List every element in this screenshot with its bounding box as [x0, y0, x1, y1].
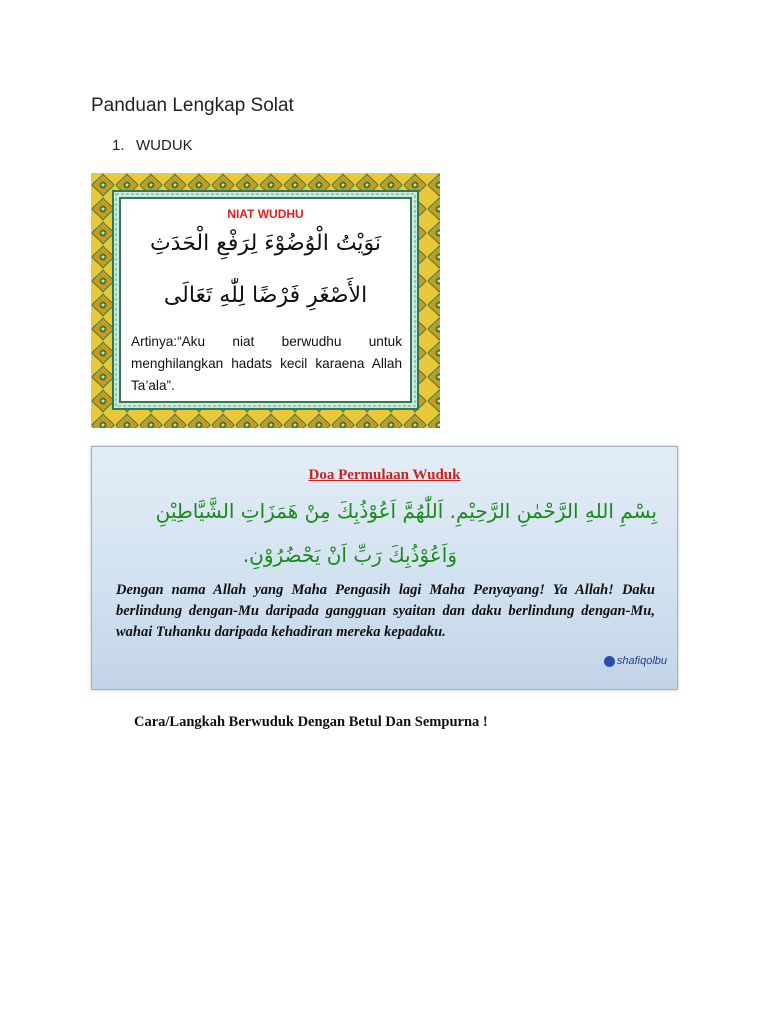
doa-permulaan-wuduk-image [91, 446, 678, 690]
niat-arabic-line-1: نَوَيْتُ الْوُضُوْءَ لِرَفْعِ الْحَدَثِ [149, 231, 382, 256]
brand-name: shafiqolbu [616, 655, 667, 667]
doa-heading [92, 467, 677, 484]
doa-arabic-line-2: وَاَعُوْذُبِكَ رَبِّ اَنْ يَحْضُرُوْنِ. [242, 543, 457, 567]
niat-arabic-line-2: الأَصْغَرِ فَرْضًا لِلّٰهِ تَعَالَى [163, 283, 368, 308]
brand-logo-icon [604, 656, 615, 667]
doa-arabic-line-1: بِسْمِ اللهِ الرَّحْمٰنِ الرَّحِيْمِ. اَللّٰهُمَّ اَعُوْذُبِكَ مِنْ هَمَزَاتِ الشَّيَّاطِيْنِ [155, 499, 657, 523]
list-label: WUDUK [136, 137, 193, 154]
page-title: Panduan Lengkap Solat [91, 95, 294, 116]
doa-heading-text: Doa Permulaan Wuduk [308, 467, 461, 483]
brand-watermark [604, 655, 667, 667]
niat-wudhu-image [91, 173, 440, 428]
section-caption: Cara/Langkah Berwuduk Dengan Betul Dan Sempurna ! [134, 714, 488, 730]
niat-translation: Artinya:“Aku niat berwudhu untuk menghilangkan hadats kecil karaena Allah Ta’ala”. [131, 334, 402, 393]
list-item-wuduk [112, 137, 193, 154]
niat-panel [119, 197, 412, 403]
niat-heading: NIAT WUDHU [227, 207, 304, 221]
list-number: 1. [112, 137, 125, 154]
doa-translation: Dengan nama Allah yang Maha Pengasih lagi Maha Penyayang! Ya Allah! Daku berlindung dengan-Mu daripada gangguan syaitan dan daku berlindung dengan-Mu, wahai Tuhanku daripada kehadiran mereka kepadaku. [116, 582, 655, 640]
